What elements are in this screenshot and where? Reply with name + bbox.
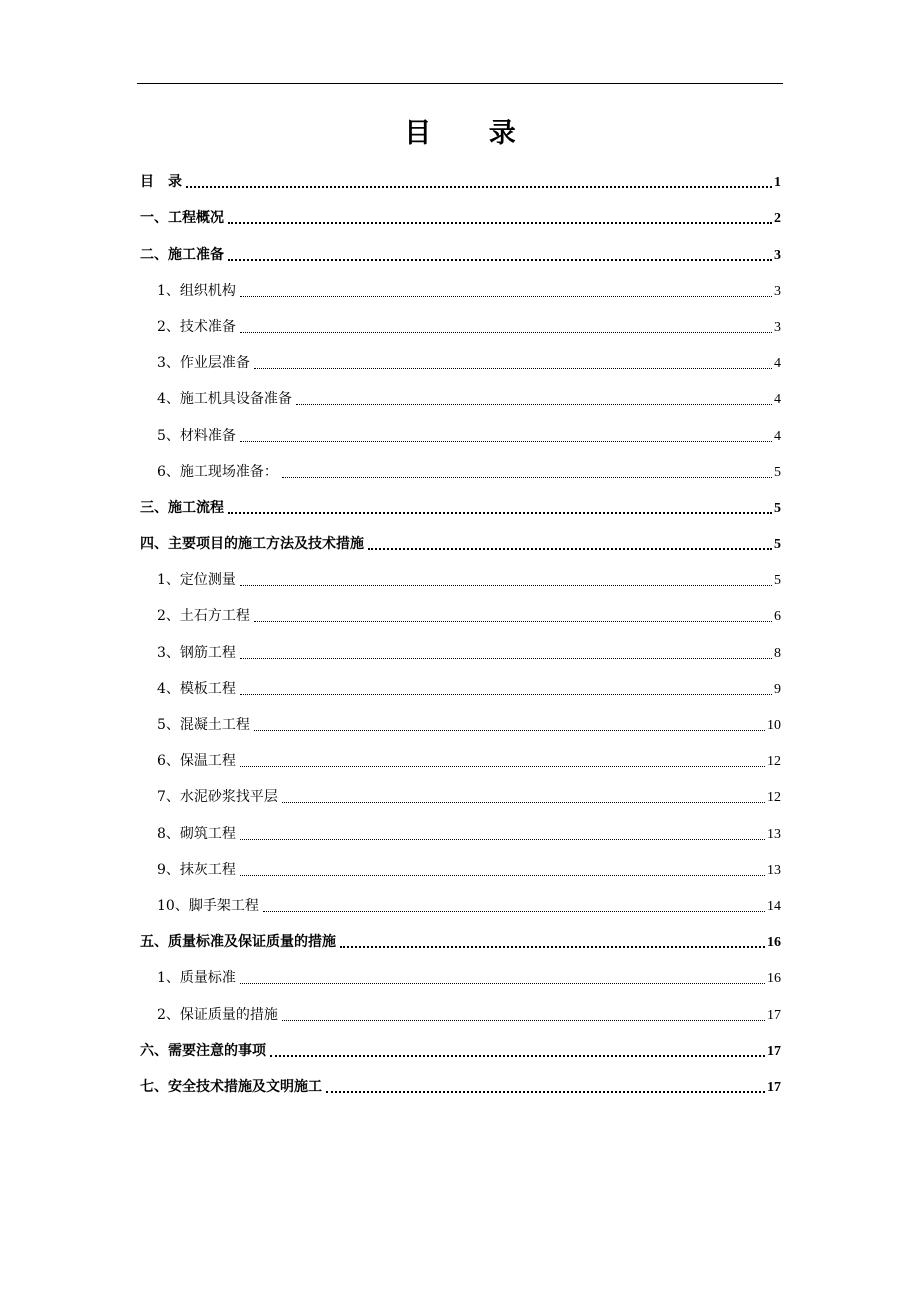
- toc-entry-page-number: 14: [767, 898, 781, 914]
- toc-dot-leader: [240, 296, 772, 297]
- toc-entry-page-number: 5: [774, 573, 781, 589]
- toc-entry[interactable]: [140, 995, 781, 1031]
- toc-entry-label: 4、模板工程: [157, 680, 236, 697]
- toc-entry[interactable]: [140, 633, 781, 669]
- toc-entry-label: 4、施工机具设备准备: [157, 391, 292, 408]
- toc-entry-label: 3、钢筋工程: [157, 644, 236, 661]
- toc-entry-label: 6、保温工程: [157, 753, 236, 770]
- toc-entry-label: 四、主要项目的施工方法及技术措施: [140, 536, 364, 553]
- toc-dot-leader: [240, 839, 765, 840]
- toc-entry[interactable]: [140, 344, 781, 380]
- toc-entry[interactable]: [140, 561, 781, 597]
- toc-dot-leader: [240, 766, 765, 767]
- toc-dot-leader: [228, 512, 772, 514]
- toc-entry-page-number: 4: [774, 356, 781, 372]
- toc-dot-leader: [282, 1020, 765, 1021]
- toc-entry-label: 3、作业层准备: [157, 355, 250, 372]
- toc-dot-leader: [240, 332, 772, 333]
- toc-dot-leader: [228, 259, 772, 261]
- toc-entry-label: 9、抹灰工程: [157, 861, 236, 878]
- toc-entry-page-number: 5: [774, 500, 781, 516]
- toc-dot-leader: [254, 621, 772, 622]
- toc-entry-page-number: 17: [767, 1079, 781, 1095]
- toc-dot-leader: [254, 730, 765, 731]
- toc-entry-page-number: 13: [767, 862, 781, 878]
- toc-entry-page-number: 13: [767, 826, 781, 842]
- toc-entry[interactable]: [140, 453, 781, 489]
- page-title: 目 录: [404, 118, 540, 149]
- toc-entry-label: 六、需要注意的事项: [140, 1042, 266, 1059]
- toc-entry-label: 8、砌筑工程: [157, 825, 236, 842]
- toc-entry-label: 七、安全技术措施及文明施工: [140, 1078, 322, 1095]
- toc-entry[interactable]: [140, 706, 781, 742]
- toc-entry[interactable]: [140, 923, 781, 959]
- toc-dot-leader: [282, 802, 765, 803]
- toc-entry[interactable]: [140, 1068, 781, 1104]
- toc-entry[interactable]: [140, 742, 781, 778]
- toc-entry-page-number: 4: [774, 428, 781, 444]
- toc-dot-leader: [368, 548, 772, 550]
- toc-entry-label: 5、混凝土工程: [157, 717, 250, 733]
- toc-dot-leader: [263, 911, 765, 912]
- toc-entry-page-number: 17: [767, 1007, 781, 1023]
- toc-entry-page-number: 3: [774, 283, 781, 299]
- toc-entry-label: 2、技术准备: [157, 318, 236, 335]
- toc-dot-leader: [270, 1055, 765, 1057]
- toc-entry[interactable]: [140, 489, 781, 525]
- toc-entry[interactable]: [140, 308, 781, 344]
- toc-entry[interactable]: [140, 416, 781, 452]
- toc-entry-page-number: 5: [774, 537, 781, 553]
- toc-entry[interactable]: [140, 959, 781, 995]
- toc-dot-leader: [240, 694, 772, 695]
- toc-entry-page-number: 1: [774, 175, 781, 191]
- toc-entry[interactable]: [140, 272, 781, 308]
- toc-entry-label: 6、施工现场准备：: [157, 463, 278, 480]
- toc-dot-leader: [326, 1091, 765, 1093]
- toc-entry-label: 五、质量标准及保证质量的措施: [140, 934, 336, 951]
- toc-entry[interactable]: [140, 887, 781, 923]
- toc-entry-page-number: 5: [774, 464, 781, 480]
- toc-entry-page-number: 10: [767, 718, 781, 733]
- toc-entry-page-number: 12: [767, 790, 781, 806]
- header-rule: [137, 83, 783, 84]
- toc-entry-label: 1、定位测量: [157, 572, 236, 589]
- toc-dot-leader: [240, 441, 772, 442]
- toc-dot-leader: [340, 946, 765, 948]
- toc-entry[interactable]: [140, 814, 781, 850]
- toc-entry-label: 三、施工流程: [140, 499, 224, 516]
- toc-entry[interactable]: [140, 597, 781, 633]
- toc-entry-label: 一、工程概况: [140, 210, 224, 227]
- toc-entry-page-number: 17: [767, 1043, 781, 1059]
- toc-dot-leader: [240, 658, 772, 659]
- toc-entry[interactable]: [140, 851, 781, 887]
- toc-entry-page-number: 3: [774, 247, 781, 263]
- toc-entry-page-number: 3: [774, 319, 781, 335]
- toc-entry[interactable]: [140, 1032, 781, 1068]
- toc-dot-leader: [228, 222, 772, 224]
- toc-entry[interactable]: [140, 163, 781, 199]
- toc-dot-leader: [240, 983, 765, 984]
- toc-entry-label: 7、水泥砂浆找平层: [157, 789, 278, 806]
- toc-entry-page-number: 16: [767, 971, 781, 987]
- toc-entry[interactable]: [140, 199, 781, 235]
- toc-dot-leader: [186, 186, 772, 188]
- toc-entry-label: 5、材料准备: [157, 427, 236, 444]
- toc-dot-leader: [296, 404, 772, 405]
- toc-entry[interactable]: [140, 670, 781, 706]
- table-of-contents: [140, 163, 781, 1104]
- toc-dot-leader: [254, 368, 772, 369]
- toc-dot-leader: [282, 477, 772, 478]
- toc-entry-label: 目 录: [140, 174, 182, 191]
- toc-entry-page-number: 8: [774, 645, 781, 661]
- toc-entry[interactable]: [140, 778, 781, 814]
- toc-entry-label: 1、组织机构: [157, 282, 236, 299]
- toc-entry-page-number: 9: [774, 681, 781, 697]
- toc-entry[interactable]: [140, 380, 781, 416]
- toc-entry-label: 10、脚手架工程: [157, 897, 259, 914]
- toc-entry[interactable]: [140, 525, 781, 561]
- toc-dot-leader: [240, 585, 772, 586]
- toc-entry[interactable]: [140, 235, 781, 271]
- toc-entry-page-number: 4: [774, 392, 781, 408]
- toc-entry-label: 2、保证质量的措施: [157, 1006, 278, 1023]
- toc-entry-page-number: 2: [774, 211, 781, 227]
- toc-dot-leader: [240, 875, 765, 876]
- toc-entry-label: 1、质量标准: [157, 970, 236, 987]
- toc-entry-page-number: 6: [774, 609, 781, 625]
- toc-entry-label: 二、施工准备: [140, 246, 224, 263]
- toc-entry-label: 2、土石方工程: [157, 608, 250, 625]
- toc-entry-page-number: 12: [767, 754, 781, 770]
- toc-entry-page-number: 16: [767, 935, 781, 951]
